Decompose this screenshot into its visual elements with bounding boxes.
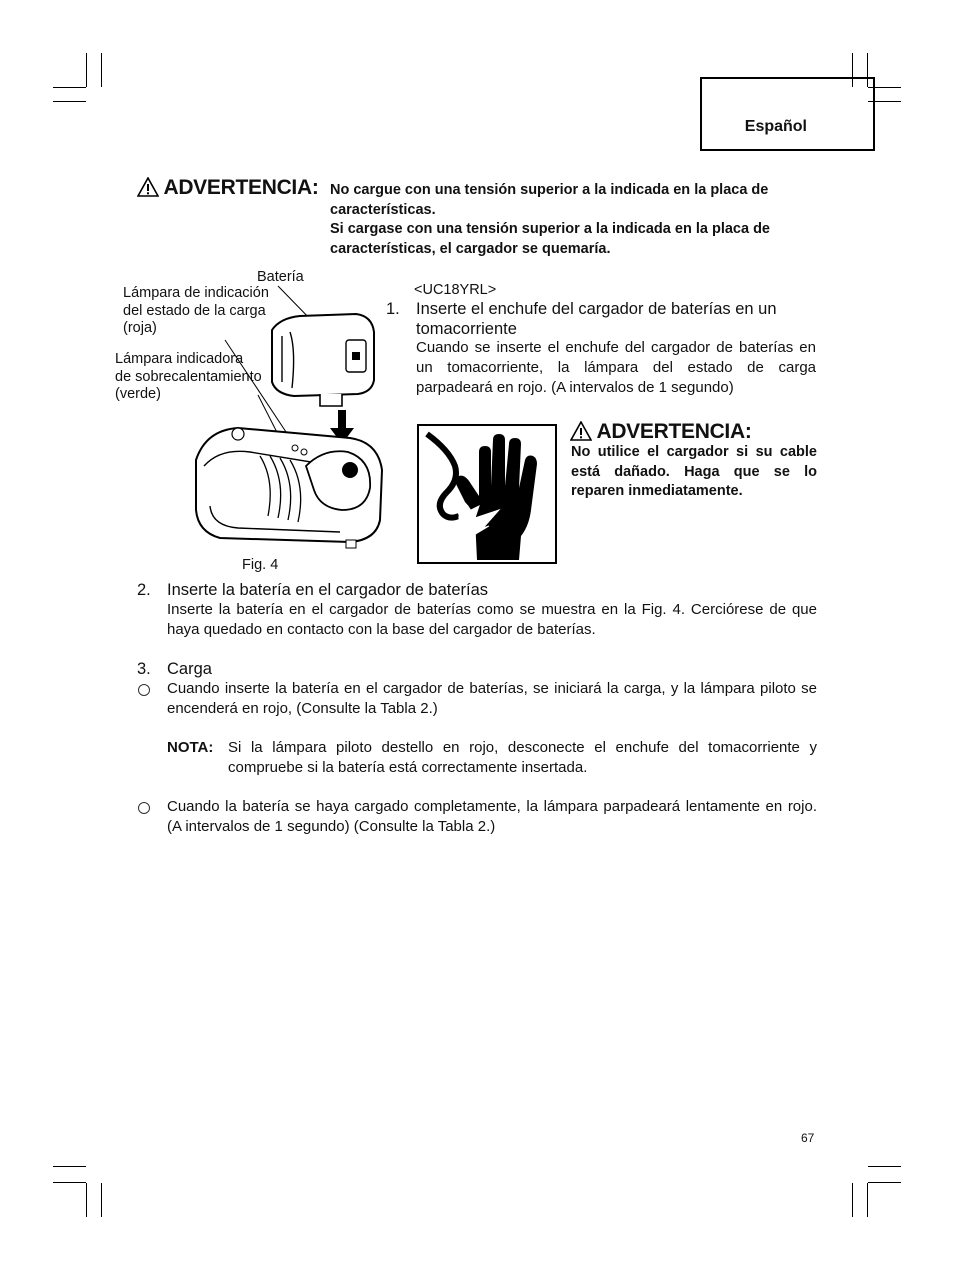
figure-caption: Fig. 4 <box>242 557 279 573</box>
page-number: 67 <box>801 1131 815 1145</box>
warning-line-2: Si cargase con una tensión superior a la indicada en la placa de características, el cargador se quemaría. <box>330 221 770 257</box>
step2-heading: Inserte la batería en el cargador de baterías <box>167 581 489 599</box>
warning-heading <box>137 176 337 200</box>
step1-body: Cuando se inserte el enchufe del cargador de baterías en un tomacorriente, la lámpara del estado de carga parpadeará en rojo. (A intervalos de 1 segundo) <box>416 339 816 396</box>
language-label: Español <box>744 118 807 135</box>
step1-heading: Inserte el enchufe del cargador de baterías en un tomacorriente <box>416 300 777 338</box>
label-charge-lamp: Lámpara de indicación del estado de la carga (roja) <box>123 285 269 336</box>
warning-triangle-icon <box>137 177 159 197</box>
side-warning-text: No utilice el cargador si su cable está dañado. Haga que se lo reparen inmediatamente. <box>571 444 817 499</box>
side-warning-title: ADVERTENCIA: <box>596 420 752 443</box>
label-battery: Batería <box>257 269 304 285</box>
bullet-circle-icon <box>138 802 150 814</box>
charger-illustration <box>110 270 400 560</box>
model-label: <UC18YRL> <box>414 282 497 298</box>
step2-body: Inserte la batería en el cargador de baterías como se muestra en la Fig. 4. Cerciórese de que haya quedado en contacto con la base del cargador de baterías. <box>167 601 817 638</box>
warning-title: ADVERTENCIA: <box>163 176 319 199</box>
step3-bullet-1: Cuando inserte la batería en el cargador de baterías, se iniciará la carga, y la lámpara piloto se encenderá en rojo, (Consulte la Tabla 2.) <box>167 680 817 717</box>
warning-triangle-icon <box>570 421 592 441</box>
electric-shock-hazard-icon <box>417 424 557 564</box>
bullet-circle-icon <box>138 684 150 696</box>
language-box <box>700 77 875 151</box>
step3-number: 3. <box>137 660 151 678</box>
step3-bullet-2: Cuando la batería se haya cargado completamente, la lámpara parpadeará lentamente en rojo. (A intervalos de 1 segundo) (Consulte la Tabla 2.) <box>167 798 817 835</box>
warning-line-1: No cargue con una tensión superior a la indicada en la placa de características. <box>330 182 769 218</box>
step1-number: 1. <box>386 300 400 318</box>
warning-text <box>330 181 816 259</box>
note-text: Si la lámpara piloto destello en rojo, desconecte el enchufe del tomacorriente y compruebe si la batería está correctamente insertada. <box>228 739 817 776</box>
label-overheat-lamp: Lámpara indicadora de sobrecalentamiento (verde) <box>115 351 262 402</box>
step3-heading: Carga <box>167 660 212 678</box>
note-label: NOTA: <box>167 739 214 756</box>
step2-number: 2. <box>137 581 151 599</box>
side-warning-heading <box>570 420 752 444</box>
